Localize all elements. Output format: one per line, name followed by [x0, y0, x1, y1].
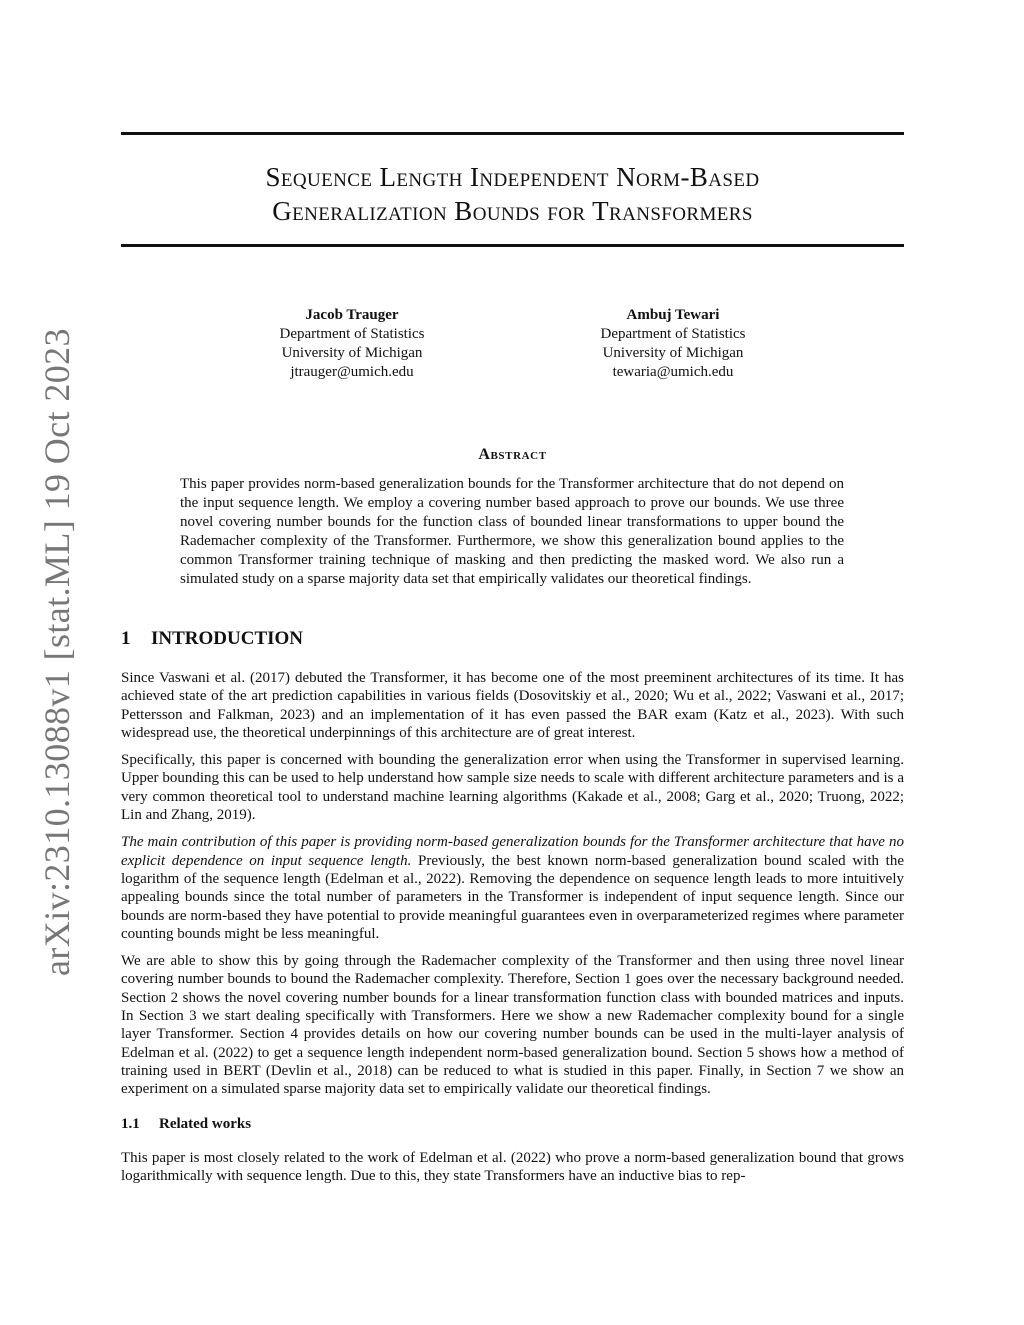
title-top-rule [121, 132, 904, 135]
section-heading [121, 628, 303, 650]
author-university: University of Michigan [281, 345, 423, 361]
abstract-text: This paper provides norm-based generalization bounds for the Transformer architecture that do not depend on the input sequence length. We employ a covering number based approach to prove our bounds. We use three novel covering number bounds for the function class of bounded linear transformations to upper bound the Rademacher complexity of the Transformer. Furthermore, we show this generalization bound applies to the common Transformer training technique of masking and then predicting the masked word. We also run a simulated study on a sparse majority data set that empirically validates our theoretical findings. [180, 476, 844, 587]
main-contribution-emphasis: The main contribution of this paper is providing norm-based generalization bounds for the Transformer architecture that have no explicit dependence on input sequence length. [121, 834, 904, 869]
title-line-2: Generalization Bounds for Transformers [272, 196, 753, 226]
author-email[interactable]: jtrauger@umich.edu [290, 364, 414, 380]
author-name: Jacob Trauger [305, 307, 399, 323]
author-name: Ambuj Tewari [626, 307, 720, 323]
arxiv-identifier: arXiv:2310.13088v1 [stat.ML] 19 Oct 2023 [37, 328, 77, 976]
author-block [222, 306, 482, 382]
paper-title [121, 160, 904, 228]
author-block [543, 306, 803, 382]
paragraph: We are able to show this by going through the Rademacher complexity of the Transformer and then using three novel linear covering number bounds to bound the Rademacher complexity. Therefore, Section 1 goes over the necessary background needed. Section 2 shows the novel covering number bounds for a linear transformation function class with bounded matrices and inputs. In Section 3 we start dealing specifically with Transformers. Here we show a new Rademacher complexity bound for a single layer Transformer. Section 4 provides details on how our covering number bounds can be used in the multi-layer analysis of Edelman et al. (2022) to get a sequence length independent norm-based generalization bound. Section 5 shows how a method of training used in BERT (Devlin et al., 2018) can be reduced to what is studied in this paper. Finally, in Section 7 we show an experiment on a simulated sparse majority data set to empirically validate our theoretical findings. [121, 953, 904, 1098]
author-email[interactable]: tewaria@umich.edu [612, 364, 734, 380]
paragraph: This paper is most closely related to the work of Edelman et al. (2022) who prove a norm-based generalization bound that grows logarithmically with sequence length. Due to this, they state Transformers have an inductive bias to rep- [121, 1149, 904, 1185]
title-bottom-rule [121, 244, 904, 247]
subsection-title: Related works [159, 1115, 252, 1132]
title-line-1: Sequence Length Independent Norm-Based [265, 162, 760, 192]
abstract-heading: Abstract [478, 446, 547, 463]
section-number: 1 [121, 628, 131, 649]
paragraph: Since Vaswani et al. (2017) debuted the Transformer, it has become one of the most preeminent architectures of its time. It has achieved state of the art prediction capabilities in various fields (Dosovitskiy et al., 2020; Wu et al., 2022; Vaswani et al., 2017; Pettersson and Falkman, 2023) and an implementation of it has even passed the BAR exam (Katz et al., 2023). With such widespread use, the theoretical underpinnings of this architecture are of great interest. [121, 670, 904, 741]
paragraph [121, 833, 904, 943]
author-department: Department of Statistics [600, 326, 746, 342]
section-title: INTRODUCTION [151, 628, 304, 649]
body-text [121, 669, 904, 1194]
author-department: Department of Statistics [279, 326, 425, 342]
paragraph-continuation: Previously, the best known norm-based generalization bound scaled with the logarithm of the sequence length (Edelman et al., 2022). Removing the dependence on sequence length leads to more intuitively appealing bounds since the total number of parameters in the Transformer is independent of input sequence length. Since our bounds are norm-based they have potential to provide meaningful guarantees even in overparameterized regimes where parameter counting bounds might be less meaningful. [121, 852, 905, 942]
paragraph: Specifically, this paper is concerned with bounding the generalization error when using the Transformer in supervised learning. Upper bounding this can be used to help understand how sample size needs to scale with different architecture parameters and is a very common theoretical tool to understand machine learning algorithms (Kakade et al., 2008; Garg et al., 2020; Truong, 2022; Lin and Zhang, 2019). [121, 752, 904, 824]
author-university: University of Michigan [602, 345, 744, 361]
subsection-heading [121, 1115, 904, 1133]
subsection-number: 1.1 [121, 1115, 140, 1132]
